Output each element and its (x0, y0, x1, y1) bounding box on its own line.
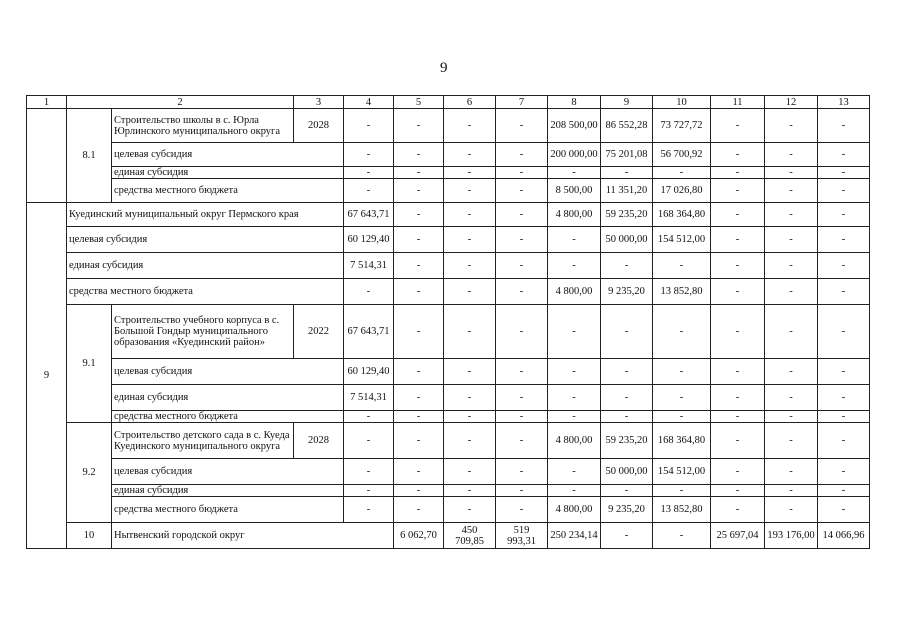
value-cell: - (711, 227, 765, 253)
value-cell: - (394, 497, 444, 523)
value-cell: - (394, 359, 444, 385)
value-cell: - (444, 385, 496, 411)
project-id-cell: 9.1 (67, 305, 112, 423)
row-number-cell: 9 (27, 203, 67, 549)
value-cell: - (496, 385, 548, 411)
value-cell: - (344, 485, 394, 497)
funding-label-cell: единая субсидия (112, 167, 344, 179)
value-cell: 13 852,80 (653, 279, 711, 305)
value-cell: - (496, 167, 548, 179)
value-cell: - (344, 497, 394, 523)
value-cell: - (765, 411, 818, 423)
project-name-cell: Строительство детского сада в с. Куеда Куединского муниципального округа (112, 423, 294, 459)
year-cell: 2028 (294, 109, 344, 143)
value-cell: 59 235,20 (601, 423, 653, 459)
value-cell: - (818, 279, 870, 305)
value-cell: - (711, 143, 765, 167)
value-cell: 17 026,80 (653, 179, 711, 203)
value-cell: - (344, 411, 394, 423)
funding-label-cell: целевая субсидия (112, 459, 344, 485)
funding-label-cell: целевая субсидия (112, 143, 344, 167)
value-cell: - (444, 167, 496, 179)
value-cell: - (394, 109, 444, 143)
value-cell: 8 500,00 (548, 179, 601, 203)
value-cell: - (444, 109, 496, 143)
value-cell: 9 235,20 (601, 279, 653, 305)
value-cell: - (765, 359, 818, 385)
value-cell: - (444, 203, 496, 227)
value-cell: - (601, 485, 653, 497)
header-cell: 7 (496, 96, 548, 109)
value-cell: - (548, 253, 601, 279)
value-cell: 4 800,00 (548, 497, 601, 523)
value-cell: 168 364,80 (653, 203, 711, 227)
value-cell: - (653, 359, 711, 385)
value-cell: - (444, 497, 496, 523)
table-row (27, 279, 870, 305)
value-cell: - (653, 411, 711, 423)
funding-label-cell: единая субсидия (112, 385, 344, 411)
table-row (27, 385, 870, 411)
value-cell: - (496, 279, 548, 305)
value-cell: 50 000,00 (601, 227, 653, 253)
value-cell: - (653, 167, 711, 179)
value-cell: - (711, 167, 765, 179)
row-number-cell: 10 (67, 523, 112, 549)
value-cell: - (653, 305, 711, 359)
value-cell: - (818, 385, 870, 411)
value-cell: - (444, 411, 496, 423)
value-cell: - (711, 385, 765, 411)
value-cell: - (653, 385, 711, 411)
value-cell: - (765, 179, 818, 203)
value-cell: - (444, 253, 496, 279)
funding-label-cell: средства местного бюджета (67, 279, 344, 305)
value-cell: 4 800,00 (548, 423, 601, 459)
funding-label-cell: средства местного бюджета (112, 411, 344, 423)
value-cell: 60 129,40 (344, 227, 394, 253)
value-cell: - (818, 423, 870, 459)
value-cell: - (548, 459, 601, 485)
value-cell: - (765, 385, 818, 411)
value-cell: - (601, 385, 653, 411)
funding-label-cell: целевая субсидия (67, 227, 344, 253)
row-number-cell (27, 109, 67, 203)
value-cell: - (711, 497, 765, 523)
year-cell: 2028 (294, 423, 344, 459)
value-cell: - (496, 423, 548, 459)
value-cell: 154 512,00 (653, 459, 711, 485)
value-cell: - (496, 497, 548, 523)
value-cell: - (496, 305, 548, 359)
value-cell: - (394, 143, 444, 167)
value-cell: - (711, 305, 765, 359)
header-cell: 5 (394, 96, 444, 109)
value-cell: 25 697,04 (711, 523, 765, 549)
value-cell: - (444, 459, 496, 485)
project-id-cell: 8.1 (67, 109, 112, 203)
value-cell: - (765, 143, 818, 167)
table-row (27, 143, 870, 167)
value-cell: - (496, 253, 548, 279)
header-cell: 3 (294, 96, 344, 109)
value-cell: - (765, 253, 818, 279)
value-cell: - (548, 385, 601, 411)
project-id-cell: 9.2 (67, 423, 112, 523)
value-cell: - (653, 253, 711, 279)
value-cell: - (711, 109, 765, 143)
value-cell: 6 062,70 (394, 523, 444, 549)
value-cell: - (496, 179, 548, 203)
table-row (27, 497, 870, 523)
value-cell: - (344, 423, 394, 459)
funding-label-cell: средства местного бюджета (112, 179, 344, 203)
header-cell: 13 (818, 96, 870, 109)
value-cell: - (444, 279, 496, 305)
value-cell: - (818, 179, 870, 203)
value-cell: 59 235,20 (601, 203, 653, 227)
value-cell: - (394, 227, 444, 253)
value-cell: - (818, 227, 870, 253)
value-cell: 56 700,92 (653, 143, 711, 167)
header-cell: 8 (548, 96, 601, 109)
value-cell: - (765, 497, 818, 523)
value-cell: - (818, 485, 870, 497)
table-row (27, 167, 870, 179)
value-cell: 154 512,00 (653, 227, 711, 253)
value-cell: 9 235,20 (601, 497, 653, 523)
value-cell: - (765, 305, 818, 359)
value-cell: - (548, 305, 601, 359)
value-cell: - (344, 167, 394, 179)
value-cell: - (601, 523, 653, 549)
value-cell: - (496, 227, 548, 253)
value-cell: - (444, 179, 496, 203)
value-cell: - (444, 143, 496, 167)
header-cell: 12 (765, 96, 818, 109)
municipality-name-cell: Куединский муниципальный округ Пермского края (67, 203, 344, 227)
value-cell: - (344, 143, 394, 167)
value-cell: - (548, 227, 601, 253)
value-cell: - (653, 523, 711, 549)
table-row (27, 203, 870, 227)
value-cell: - (711, 279, 765, 305)
value-cell: - (496, 109, 548, 143)
value-cell: - (818, 305, 870, 359)
value-cell: 50 000,00 (601, 459, 653, 485)
value-cell: - (394, 203, 444, 227)
value-cell: - (711, 423, 765, 459)
value-cell: 4 800,00 (548, 203, 601, 227)
value-cell: - (344, 459, 394, 485)
header-cell: 11 (711, 96, 765, 109)
value-cell: - (601, 359, 653, 385)
value-cell: - (444, 227, 496, 253)
value-cell: - (711, 203, 765, 227)
value-cell: - (394, 279, 444, 305)
value-cell: - (653, 485, 711, 497)
header-cell: 9 (601, 96, 653, 109)
value-cell: - (394, 485, 444, 497)
page-number: 9 (440, 60, 448, 76)
value-cell: - (765, 227, 818, 253)
value-cell: - (601, 305, 653, 359)
value-cell: 67 643,71 (344, 203, 394, 227)
value-cell: - (496, 485, 548, 497)
project-name-cell: Строительство школы в с. Юрла Юрлинского муниципального округа (112, 109, 294, 143)
table-row (27, 423, 870, 459)
project-name-cell: Строительство учебного корпуса в с. Большой Гондыр муниципального образования «Куединский район» (112, 305, 294, 359)
value-cell: - (444, 359, 496, 385)
value-cell: - (818, 411, 870, 423)
value-cell: 4 800,00 (548, 279, 601, 305)
table-row (27, 523, 870, 549)
funding-label-cell: единая субсидия (67, 253, 344, 279)
header-cell: 6 (444, 96, 496, 109)
value-cell: - (548, 359, 601, 385)
value-cell: - (765, 203, 818, 227)
header-cell: 10 (653, 96, 711, 109)
funding-label-cell: единая субсидия (112, 485, 344, 497)
value-cell: - (496, 359, 548, 385)
value-cell: - (394, 253, 444, 279)
value-cell: - (344, 279, 394, 305)
value-cell: - (601, 411, 653, 423)
value-cell: - (818, 253, 870, 279)
funding-label-cell: целевая субсидия (112, 359, 344, 385)
table-row (27, 227, 870, 253)
value-cell: - (548, 485, 601, 497)
value-cell: 450 709,85 (444, 523, 496, 549)
value-cell: - (818, 497, 870, 523)
value-cell: - (711, 359, 765, 385)
value-cell: - (394, 411, 444, 423)
header-row (27, 96, 870, 109)
value-cell: 7 514,31 (344, 385, 394, 411)
value-cell: - (818, 109, 870, 143)
value-cell: - (711, 253, 765, 279)
value-cell: 60 129,40 (344, 359, 394, 385)
value-cell: - (711, 485, 765, 497)
value-cell: 14 066,96 (818, 523, 870, 549)
value-cell: 519 993,31 (496, 523, 548, 549)
value-cell: - (711, 459, 765, 485)
table-row (27, 359, 870, 385)
header-cell: 1 (27, 96, 67, 109)
value-cell: - (765, 485, 818, 497)
value-cell: - (765, 423, 818, 459)
value-cell: - (765, 167, 818, 179)
value-cell: - (765, 459, 818, 485)
value-cell: - (496, 203, 548, 227)
value-cell: - (496, 143, 548, 167)
budget-table (26, 95, 870, 549)
value-cell: 200 000,00 (548, 143, 601, 167)
municipality-name-cell: Нытвенский городской округ (112, 523, 394, 549)
value-cell: 168 364,80 (653, 423, 711, 459)
value-cell: - (344, 179, 394, 203)
value-cell: - (344, 109, 394, 143)
value-cell: - (394, 179, 444, 203)
value-cell: 11 351,20 (601, 179, 653, 203)
table-row (27, 109, 870, 143)
value-cell: - (394, 423, 444, 459)
table-row (27, 459, 870, 485)
value-cell: - (818, 359, 870, 385)
table-row (27, 411, 870, 423)
value-cell: 75 201,08 (601, 143, 653, 167)
value-cell: - (496, 411, 548, 423)
table-row (27, 179, 870, 203)
value-cell: 86 552,28 (601, 109, 653, 143)
funding-label-cell: средства местного бюджета (112, 497, 344, 523)
value-cell: - (601, 167, 653, 179)
value-cell: 208 500,00 (548, 109, 601, 143)
value-cell: 13 852,80 (653, 497, 711, 523)
header-cell: 4 (344, 96, 394, 109)
value-cell: - (601, 253, 653, 279)
table-row (27, 253, 870, 279)
value-cell: - (818, 203, 870, 227)
value-cell: - (444, 485, 496, 497)
value-cell: - (765, 109, 818, 143)
value-cell: - (765, 279, 818, 305)
value-cell: - (444, 423, 496, 459)
header-cell: 2 (67, 96, 294, 109)
value-cell: - (818, 143, 870, 167)
value-cell: - (444, 305, 496, 359)
value-cell: - (394, 459, 444, 485)
value-cell: - (496, 459, 548, 485)
value-cell: - (548, 167, 601, 179)
value-cell: 193 176,00 (765, 523, 818, 549)
value-cell: 250 234,14 (548, 523, 601, 549)
value-cell: - (394, 385, 444, 411)
value-cell: - (818, 167, 870, 179)
table-row (27, 305, 870, 359)
value-cell: - (394, 167, 444, 179)
value-cell: - (711, 179, 765, 203)
value-cell: - (818, 459, 870, 485)
value-cell: 73 727,72 (653, 109, 711, 143)
value-cell: 67 643,71 (344, 305, 394, 359)
value-cell: - (711, 411, 765, 423)
table-row (27, 485, 870, 497)
value-cell: - (394, 305, 444, 359)
value-cell: 7 514,31 (344, 253, 394, 279)
value-cell: - (548, 411, 601, 423)
year-cell: 2022 (294, 305, 344, 359)
